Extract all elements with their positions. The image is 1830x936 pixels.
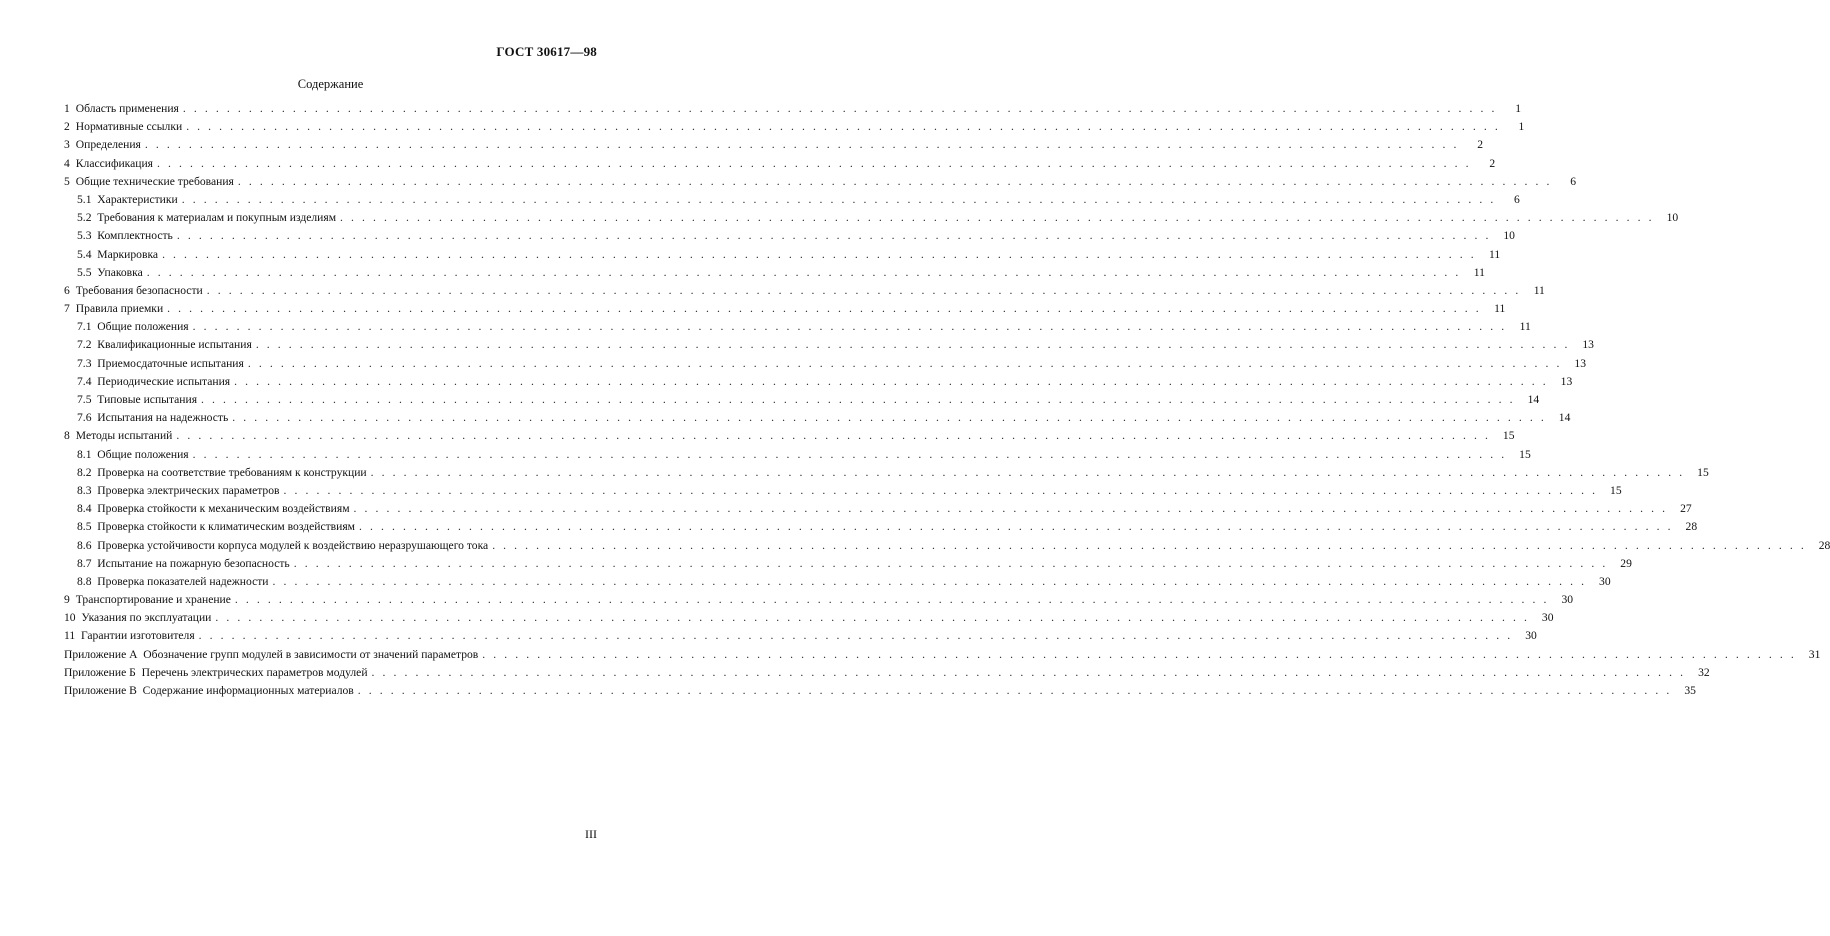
toc-entry-number: Приложение В: [64, 684, 137, 697]
toc-entry-page: 11: [1473, 265, 1485, 279]
toc-entry-label: [77, 484, 280, 497]
toc-entry[interactable]: [64, 302, 1506, 320]
toc-leader-dots: . . . . . . . . . . . . . . . . . . . . . . . . . . . . . . . . . . . . . . . . . . . . . . . . . . . . . . . . . . . . . . . . . . . . . . . . . . . . . . . . . . . . . . . . . . . . . . . . . . . . . . . . . . . . . . . . . . . . . . . .: [176, 229, 1491, 243]
toc-leader-dots: . . . . . . . . . . . . . . . . . . . . . . . . . . . . . . . . . . . . . . . . . . . . . . . . . . . . . . . . . . . . . . . . . . . . . . . . . . . . . . . . . . . . . . . . . . . . . . . . . . . . . . . . . . . . . . . . . . . . . . . .: [357, 684, 1672, 697]
toc-entry-number: 5.2: [77, 211, 92, 225]
toc-entry-title: Квалификационные испытания: [97, 338, 252, 352]
toc-entry-number: 7.1: [77, 320, 92, 334]
toc-entry-number: 6: [64, 283, 70, 297]
toc-entry-label: [77, 466, 367, 479]
toc-leader-dots: . . . . . . . . . . . . . . . . . . . . . . . . . . . . . . . . . . . . . . . . . . . . . . . . . . . . . . . . . . . . . . . . . . . . . . . . . . . . . . . . . . . . . . . . . . . . . . . . . . . . . . . . . . . . . . . . . . . . . . . .: [237, 174, 1552, 188]
toc-entry-label: [64, 629, 195, 642]
toc-entry-label: [64, 302, 163, 315]
toc-entry-page: 30: [1525, 629, 1537, 643]
toc-entry[interactable]: [64, 393, 1540, 411]
toc-entry-title: Общие технические требования: [75, 174, 234, 188]
toc-entry-label: [64, 102, 179, 115]
toc-entry-number: 7.4: [77, 374, 92, 388]
toc-entry[interactable]: [64, 338, 1594, 356]
toc-entry-number: 2: [64, 120, 70, 134]
toc-leader-dots: . . . . . . . . . . . . . . . . . . . . . . . . . . . . . . . . . . . . . . . . . . . . . . . . . . . . . . . . . . . . . . . . . . . . . . . . . . . . . . . . . . . . . . . . . . . . . . . . . . . . . . . . . . . . . . . . . . . . . . . .: [234, 593, 1550, 607]
toc-entry-number: 10: [64, 611, 76, 625]
toc-entry-page: 15: [1697, 465, 1709, 479]
toc-entry-label: [77, 393, 197, 406]
toc-entry-page: 15: [1610, 483, 1622, 497]
toc-entry-page: 10: [1666, 211, 1679, 225]
toc-leader-dots: . . . . . . . . . . . . . . . . . . . . . . . . . . . . . . . . . . . . . . . . . . . . . . . . . . . . . . . . . . . . . . . . . . . . . . . . . . . . . . . . . . . . . . . . . . . . . . . . . . . . . . . . . . . . . . . . . . . . . . . .: [370, 465, 1685, 479]
toc-entry[interactable]: [64, 174, 1576, 193]
toc-leader-dots: . . . . . . . . . . . . . . . . . . . . . . . . . . . . . . . . . . . . . . . . . . . . . . . . . . . . . . . . . . . . . . . . . . . . . . . . . . . . . . . . . . . . . . . . . . . . . . . . . . . . . . . . . . . . . . . . . . . . . . . .: [482, 647, 1797, 661]
toc-entry[interactable]: [64, 684, 1696, 702]
toc-entry-number: 1: [64, 102, 70, 115]
toc-entry[interactable]: [64, 483, 1622, 502]
document-code: ГОСТ 30617—98: [496, 44, 597, 59]
toc-entry-page: 2: [1477, 138, 1484, 152]
toc-leader-dots: . . . . . . . . . . . . . . . . . . . . . . . . . . . . . . . . . . . . . . . . . . . . . . . . . . . . . . . . . . . . . . . . . . . . . . . . . . . . . . . . . . . . . . . . . . . . . . . . . . . . . . . . . . . . . . . . . . . . . . . .: [182, 102, 1498, 115]
toc-entry-title: Проверка устойчивости корпуса модулей к воздействию неразрушающего тока: [97, 538, 489, 552]
toc-leader-dots: . . . . . . . . . . . . . . . . . . . . . . . . . . . . . . . . . . . . . . . . . . . . . . . . . . . . . . . . . . . . . . . . . . . . . . . . . . . . . . . . . . . . . . . . . . . . . . . . . . . . . . . . . . . . . . . . . . . . . . . .: [293, 556, 1608, 570]
toc-entry-number: 5: [64, 174, 70, 188]
toc-entry-title: Приемосдаточные испытания: [97, 356, 244, 370]
toc-entry[interactable]: [64, 211, 1679, 229]
toc-entry-label: [64, 157, 153, 170]
toc-entry-label: [64, 684, 354, 697]
toc-leader-dots: . . . . . . . . . . . . . . . . . . . . . . . . . . . . . . . . . . . . . . . . . . . . . . . . . . . . . . . . . . . . . . . . . . . . . . . . . . . . . . . . . . . . . . . . . . . . . . . . . . . . . . . . . . . . . . . . . . . . . . . .: [162, 247, 1477, 261]
toc-entry-label: [64, 648, 478, 661]
toc-entry-label: [77, 248, 158, 261]
toc-leader-dots: . . . . . . . . . . . . . . . . . . . . . . . . . . . . . . . . . . . . . . . . . . . . . . . . . . . . . . . . . . . . . . . . . . . . . . . . . . . . . . . . . . . . . . . . . . . . . . . . . . . . . . . . . . . . . . . . . . . . . . . .: [146, 265, 1461, 279]
toc-entry-title: Обозначение групп модулей в зависимости от значений параметров: [143, 647, 479, 661]
toc-entry-title: Требования безопасности: [75, 283, 203, 297]
toc-entry-label: [64, 284, 203, 297]
toc-entry-number: 8.6: [77, 538, 92, 552]
toc-entry-label: [77, 539, 488, 552]
toc-leader-dots: . . . . . . . . . . . . . . . . . . . . . . . . . . . . . . . . . . . . . . . . . . . . . . . . . . . . . . . . . . . . . . . . . . . . . . . . . . . . . . . . . . . . . . . . . . . . . . . . . . . . . . . . . . . . . . . . . . . . . . . .: [167, 302, 1482, 316]
toc-entry-page: 11: [1533, 283, 1545, 297]
toc-entry[interactable]: [64, 374, 1573, 393]
toc-entry[interactable]: [64, 411, 1571, 429]
toc-leader-dots: . . . . . . . . . . . . . . . . . . . . . . . . . . . . . . . . . . . . . . . . . . . . . . . . . . . . . . . . . . . . . . . . . . . . . . . . . . . . . . . . . . . . . . . . . . . . . . . . . . . . . . . . . . . . . . . . . . . . . . . .: [283, 483, 1598, 497]
toc-entry-number: 9: [64, 593, 70, 607]
toc-entry[interactable]: [64, 156, 1496, 175]
toc-entry-title: Проверка стойкости к климатическим воздействиям: [97, 520, 356, 534]
toc-entry-label: [77, 320, 189, 333]
toc-entry-label: [77, 502, 350, 515]
toc-entry-title: Характеристики: [97, 192, 178, 206]
toc-entry-page: 1: [1515, 102, 1522, 115]
toc-entry-label: [64, 120, 182, 133]
toc-entry-label: [77, 575, 269, 588]
toc-entry-number: 11: [64, 629, 76, 643]
toc-entry[interactable]: [64, 611, 1554, 629]
toc-entry-label: [77, 338, 252, 351]
toc-entry-label: [77, 193, 178, 206]
toc-entry-number: 8.3: [77, 483, 92, 497]
toc-leader-dots: . . . . . . . . . . . . . . . . . . . . . . . . . . . . . . . . . . . . . . . . . . . . . . . . . . . . . . . . . . . . . . . . . . . . . . . . . . . . . . . . . . . . . . . . . . . . . . . . . . . . . . . . . . . . . . . . . . . . . . . .: [371, 665, 1686, 679]
toc-entry-title: Типовые испытания: [97, 393, 198, 406]
toc-entry-number: Приложение Б: [64, 665, 136, 679]
toc-leader-dots: . . . . . . . . . . . . . . . . . . . . . . . . . . . . . . . . . . . . . . . . . . . . . . . . . . . . . . . . . . . . . . . . . . . . . . . . . . . . . . . . . . . . . . . . . . . . . . . . . . . . . . . . . . . . . . . . . . . . . . . .: [340, 211, 1655, 225]
toc-entry-title: Испытания на надежность: [97, 411, 229, 425]
toc-entry-page: 13: [1582, 338, 1594, 352]
toc-entry-page: 29: [1620, 556, 1632, 570]
toc-entry[interactable]: [64, 265, 1485, 284]
toc-title: Содержание: [297, 77, 364, 91]
toc-entry-page: 15: [1502, 429, 1515, 443]
toc-entry-page: 6: [1570, 174, 1576, 188]
toc-entry-title: Проверка электрических параметров: [97, 483, 280, 497]
toc-entry-label: [77, 448, 189, 461]
toc-leader-dots: . . . . . . . . . . . . . . . . . . . . . . . . . . . . . . . . . . . . . . . . . . . . . . . . . . . . . . . . . . . . . . . . . . . . . . . . . . . . . . . . . . . . . . . . . . . . . . . . . . . . . . . . . . . . . . . . . . . . . . . .: [144, 138, 1460, 152]
toc-entry-title: Транспортирование и хранение: [75, 593, 231, 607]
toc-entry-page: 13: [1560, 374, 1573, 388]
toc-entry-title: Указания по эксплуатации: [81, 611, 212, 625]
toc-entry-label: [77, 211, 336, 224]
toc-entry-page: 11: [1519, 320, 1531, 334]
toc-entry[interactable]: [64, 192, 1520, 211]
toc-entry-number: 7.3: [77, 356, 92, 370]
toc-entry-page: 32: [1698, 665, 1710, 679]
toc-entry[interactable]: [64, 556, 1632, 575]
toc-leader-dots: . . . . . . . . . . . . . . . . . . . . . . . . . . . . . . . . . . . . . . . . . . . . . . . . . . . . . . . . . . . . . . . . . . . . . . . . . . . . . . . . . . . . . . . . . . . . . . . . . . . . . . . . . . . . . . . . . . . . . . . .: [176, 429, 1491, 443]
toc-entry-page: 30: [1599, 574, 1611, 588]
toc-entry[interactable]: [64, 320, 1531, 338]
toc-entry-label: [77, 375, 230, 388]
toc-entry[interactable]: [64, 665, 1710, 684]
toc-entry-title: Правила приемки: [75, 302, 164, 316]
toc-leader-dots: . . . . . . . . . . . . . . . . . . . . . . . . . . . . . . . . . . . . . . . . . . . . . . . . . . . . . . . . . . . . . . . . . . . . . . . . . . . . . . . . . . . . . . . . . . . . . . . . . . . . . . . . . . . . . . . . . . . . . . . .: [359, 520, 1674, 534]
toc-entry-label: [77, 229, 173, 242]
toc-entry-page: 11: [1494, 302, 1506, 316]
toc-entry-number: 7: [64, 302, 70, 316]
toc-entry-number: 7.6: [77, 411, 92, 425]
toc-entry-title: Проверка показателей надежности: [97, 574, 269, 588]
toc-entry-number: 7.5: [77, 393, 92, 406]
toc-leader-dots: . . . . . . . . . . . . . . . . . . . . . . . . . . . . . . . . . . . . . . . . . . . . . . . . . . . . . . . . . . . . . . . . . . . . . . . . . . . . . . . . . . . . . . . . . . . . . . . . . . . . . . . . . . . . . . . . . . . . . . . .: [272, 574, 1587, 588]
toc-entry[interactable]: [64, 465, 1709, 484]
toc-entry-label: [64, 666, 368, 679]
toc-entry-title: Содержание информационных материалов: [142, 684, 354, 697]
toc-leader-dots: . . . . . . . . . . . . . . . . . . . . . . . . . . . . . . . . . . . . . . . . . . . . . . . . . . . . . . . . . . . . . . . . . . . . . . . . . . . . . . . . . . . . . . . . . . . . . . . . . . . . . . . . . . . . . . . . . . . . . . . .: [198, 629, 1513, 643]
toc-entry[interactable]: [64, 283, 1545, 302]
toc-entry[interactable]: [64, 138, 1484, 156]
toc-entry-page: 30: [1541, 611, 1554, 625]
toc-entry-number: Приложение А: [64, 647, 138, 661]
toc-leader-dots: . . . . . . . . . . . . . . . . . . . . . . . . . . . . . . . . . . . . . . . . . . . . . . . . . . . . . . . . . . . . . . . . . . . . . . . . . . . . . . . . . . . . . . . . . . . . . . . . . . . . . . . . . . . . . . . . . . . . . . . .: [186, 120, 1501, 134]
toc-entry-number: 8: [64, 429, 70, 443]
toc-entry-label: [64, 429, 172, 442]
toc-entry-title: Проверка стойкости к механическим воздействиям: [97, 502, 350, 516]
toc-entry-number: 5.4: [77, 247, 92, 261]
toc-entry-title: Область применения: [75, 102, 179, 115]
toc-entry[interactable]: [64, 447, 1531, 466]
toc-entry[interactable]: [64, 120, 1525, 138]
toc-entry[interactable]: [64, 247, 1501, 266]
page-number: III: [585, 827, 597, 841]
toc-entry[interactable]: [64, 593, 1574, 611]
toc-entry-page: 2: [1489, 156, 1496, 170]
toc-entry-number: 5.5: [77, 265, 92, 279]
toc-entry-page: 13: [1574, 356, 1586, 370]
toc-entry-number: 8.4: [77, 502, 92, 516]
toc-entry-page: 15: [1519, 447, 1531, 461]
toc-entry-title: Проверка на соответствие требованиям к конструкции: [97, 465, 367, 479]
toc-entry[interactable]: [64, 429, 1515, 447]
toc-entry-title: Периодические испытания: [97, 374, 231, 388]
toc-leader-dots: . . . . . . . . . . . . . . . . . . . . . . . . . . . . . . . . . . . . . . . . . . . . . . . . . . . . . . . . . . . . . . . . . . . . . . . . . . . . . . . . . . . . . . . . . . . . . . . . . . . . . . . . . . . . . . . . . . . . . . . .: [255, 338, 1570, 352]
toc-entry-number: 7.2: [77, 338, 92, 352]
toc-entry-page: 1: [1518, 120, 1525, 134]
toc-leader-dots: . . . . . . . . . . . . . . . . . . . . . . . . . . . . . . . . . . . . . . . . . . . . . . . . . . . . . . . . . . . . . . . . . . . . . . . . . . . . . . . . . . . . . . . . . . . . . . . . . . . . . . . . . . . . . . . . . . . . . . . .: [215, 611, 1530, 625]
toc-entry[interactable]: [64, 629, 1537, 647]
toc-entry-page: 27: [1680, 502, 1692, 516]
toc-entry[interactable]: [64, 647, 1821, 666]
toc-leader-dots: . . . . . . . . . . . . . . . . . . . . . . . . . . . . . . . . . . . . . . . . . . . . . . . . . . . . . . . . . . . . . . . . . . . . . . . . . . . . . . . . . . . . . . . . . . . . . . . . . . . . . . . . . . . . . . . . . . . . . . . .: [206, 283, 1521, 297]
toc-entry-label: [77, 266, 143, 279]
toc-leader-dots: . . . . . . . . . . . . . . . . . . . . . . . . . . . . . . . . . . . . . . . . . . . . . . . . . . . . . . . . . . . . . . . . . . . . . . . . . . . . . . . . . . . . . . . . . . . . . . . . . . . . . . . . . . . . . . . . . . . . . . . .: [234, 374, 1549, 388]
toc-entry-number: 4: [64, 156, 70, 170]
toc-entry-label: [77, 557, 290, 570]
toc-entry[interactable]: [64, 538, 1830, 557]
toc-leader-dots: . . . . . . . . . . . . . . . . . . . . . . . . . . . . . . . . . . . . . . . . . . . . . . . . . . . . . . . . . . . . . . . . . . . . . . . . . . . . . . . . . . . . . . . . . . . . . . . . . . . . . . . . . . . . . . . . . . . . . . . .: [201, 393, 1516, 406]
toc-entry-title: Гарантии изготовителя: [80, 629, 195, 643]
toc-entry-title: Требования к материалам и покупным изделиям: [97, 211, 337, 225]
toc-entry-page: 28: [1818, 538, 1830, 552]
toc-entry-page: 10: [1503, 229, 1515, 243]
toc-entry-title: Маркировка: [97, 247, 159, 261]
toc-entry-label: [64, 611, 211, 624]
toc-leader-dots: . . . . . . . . . . . . . . . . . . . . . . . . . . . . . . . . . . . . . . . . . . . . . . . . . . . . . . . . . . . . . . . . . . . . . . . . . . . . . . . . . . . . . . . . . . . . . . . . . . . . . . . . . . . . . . . . . . . . . . . .: [492, 538, 1807, 552]
toc-entry-page: 14: [1527, 393, 1540, 406]
toc-entry-label: [64, 593, 231, 606]
toc-entry-page: 14: [1558, 411, 1571, 425]
toc-entry-title: Испытание на пожарную безопасность: [97, 556, 290, 570]
toc-entry-title: Общие положения: [97, 447, 189, 461]
toc-entry-title: Нормативные ссылки: [75, 120, 183, 134]
toc-leader-dots: . . . . . . . . . . . . . . . . . . . . . . . . . . . . . . . . . . . . . . . . . . . . . . . . . . . . . . . . . . . . . . . . . . . . . . . . . . . . . . . . . . . . . . . . . . . . . . . . . . . . . . . . . . . . . . . . . . . . . . . .: [247, 356, 1562, 370]
toc-entry-title: Методы испытаний: [75, 429, 173, 443]
toc-leader-dots: . . . . . . . . . . . . . . . . . . . . . . . . . . . . . . . . . . . . . . . . . . . . . . . . . . . . . . . . . . . . . . . . . . . . . . . . . . . . . . . . . . . . . . . . . . . . . . . . . . . . . . . . . . . . . . . . . . . . . . . .: [192, 320, 1507, 334]
toc-entry-number: 8.2: [77, 465, 92, 479]
toc-entry[interactable]: [64, 102, 1522, 120]
toc-leader-dots: . . . . . . . . . . . . . . . . . . . . . . . . . . . . . . . . . . . . . . . . . . . . . . . . . . . . . . . . . . . . . . . . . . . . . . . . . . . . . . . . . . . . . . . . . . . . . . . . . . . . . . . . . . . . . . . . . . . . . . . .: [192, 447, 1507, 461]
toc-leader-dots: . . . . . . . . . . . . . . . . . . . . . . . . . . . . . . . . . . . . . . . . . . . . . . . . . . . . . . . . . . . . . . . . . . . . . . . . . . . . . . . . . . . . . . . . . . . . . . . . . . . . . . . . . . . . . . . . . . . . . . . .: [181, 192, 1496, 206]
toc-entry[interactable]: [64, 356, 1586, 375]
toc-entry-title: Упаковка: [97, 265, 143, 279]
toc-entry-page: 30: [1561, 593, 1574, 607]
toc-entry-label: [77, 411, 228, 424]
toc-entry-title: Общие положения: [97, 320, 189, 334]
toc-entry-label: [77, 357, 244, 370]
toc-leader-dots: . . . . . . . . . . . . . . . . . . . . . . . . . . . . . . . . . . . . . . . . . . . . . . . . . . . . . . . . . . . . . . . . . . . . . . . . . . . . . . . . . . . . . . . . . . . . . . . . . . . . . . . . . . . . . . . . . . . . . . . .: [353, 502, 1668, 516]
toc-entry-title: Перечень электрических параметров модулей: [141, 665, 368, 679]
toc-entry-title: Определения: [75, 138, 141, 152]
toc-entry[interactable]: [64, 520, 1698, 538]
toc-entry-number: 5.1: [77, 192, 92, 206]
toc-entry-number: 8.8: [77, 574, 92, 588]
toc-entry[interactable]: [64, 502, 1692, 520]
toc-entry[interactable]: [64, 229, 1515, 247]
toc-entry-page: 35: [1684, 684, 1696, 697]
toc-leader-dots: . . . . . . . . . . . . . . . . . . . . . . . . . . . . . . . . . . . . . . . . . . . . . . . . . . . . . . . . . . . . . . . . . . . . . . . . . . . . . . . . . . . . . . . . . . . . . . . . . . . . . . . . . . . . . . . . . . . . . . . .: [157, 156, 1472, 170]
toc-entry-number: 8.7: [77, 556, 92, 570]
toc-entry-label: [64, 138, 141, 151]
toc-leader-dots: . . . . . . . . . . . . . . . . . . . . . . . . . . . . . . . . . . . . . . . . . . . . . . . . . . . . . . . . . . . . . . . . . . . . . . . . . . . . . . . . . . . . . . . . . . . . . . . . . . . . . . . . . . . . . . . . . . . . . . . .: [232, 411, 1547, 425]
toc-entry-title: Комплектность: [97, 229, 173, 243]
toc-entry[interactable]: [64, 574, 1611, 593]
toc-entry-label: [64, 175, 234, 188]
toc-entry-page: 31: [1808, 647, 1821, 661]
toc-entry-page: 11: [1489, 247, 1501, 261]
toc-entry-number: 8.1: [77, 447, 92, 461]
toc-entry-page: 6: [1514, 192, 1520, 206]
toc-entry-page: 28: [1685, 520, 1698, 534]
toc-entry-number: 5.3: [77, 229, 92, 243]
toc-entry-title: Классификация: [75, 156, 154, 170]
toc-entry-label: [77, 520, 355, 533]
toc-entry-number: 3: [64, 138, 70, 152]
toc-entry-number: 8.5: [77, 520, 92, 534]
table-of-contents: [64, 102, 1830, 702]
